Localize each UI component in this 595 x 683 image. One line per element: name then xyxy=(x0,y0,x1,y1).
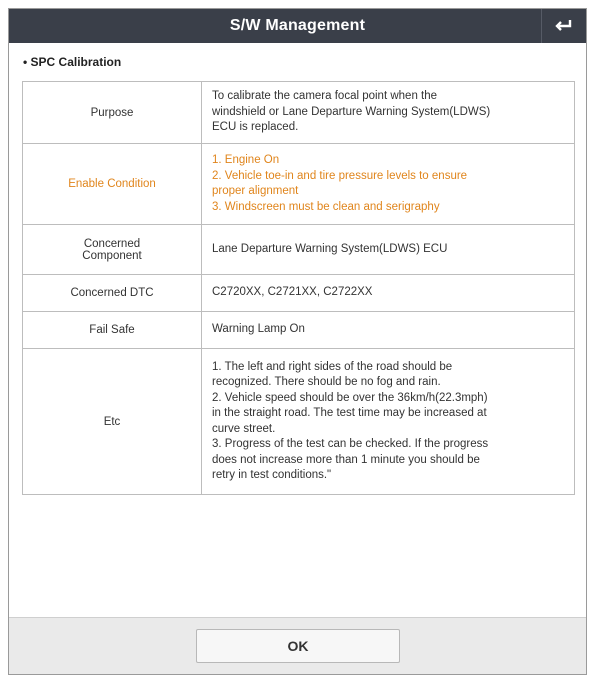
table-row-fail-safe xyxy=(23,312,575,349)
row-value xyxy=(202,144,575,225)
row-label-line: Component xyxy=(82,249,142,262)
dialog-title: S/W Management xyxy=(229,17,366,34)
row-label: Etc xyxy=(23,349,202,495)
row-label-line: Concerned xyxy=(83,237,141,250)
row-value-line: Lane Departure Warning System(LDWS) ECU xyxy=(212,242,448,255)
row-label: Enable Condition xyxy=(23,144,202,225)
back-button[interactable] xyxy=(541,9,586,43)
row-value-line: Warning Lamp On xyxy=(212,323,305,336)
table-row-concerned-component xyxy=(23,225,575,275)
dialog-footer xyxy=(9,617,586,674)
row-value-line: 2. Vehicle toe-in and tire pressure levels to ensure xyxy=(212,169,468,182)
row-value-line: 1. The left and right sides of the road should be xyxy=(212,360,453,373)
row-label: Fail Safe xyxy=(23,312,202,349)
row-value xyxy=(202,312,575,349)
row-value-line: 1. Engine On xyxy=(212,154,280,166)
row-value-line: 3. Windscreen must be clean and serigraphy xyxy=(212,200,440,213)
row-value xyxy=(202,225,575,275)
table-row-enable-condition xyxy=(23,144,575,225)
row-value-line: To calibrate the camera focal point when the xyxy=(212,90,438,103)
table-row-purpose xyxy=(23,82,575,144)
return-arrow-icon xyxy=(554,18,574,34)
row-value xyxy=(202,82,575,144)
sw-management-dialog xyxy=(8,8,587,675)
row-label: Concerned DTC xyxy=(23,275,202,312)
row-value-line: recognized. There should be no fog and rain. xyxy=(212,376,441,388)
row-value-line: curve street. xyxy=(212,422,276,435)
table-row-etc xyxy=(23,349,575,495)
row-value-line: windshield or Lane Departure Warning System(LDWS) xyxy=(212,105,491,118)
row-value-line: 3. Progress of the test can be checked. If the progress xyxy=(212,438,489,450)
table-row-concerned-dtc xyxy=(23,275,575,312)
title-bar xyxy=(9,9,586,43)
ok-button[interactable]: OK xyxy=(196,629,400,663)
row-value-line: proper alignment xyxy=(212,185,299,197)
row-value-line: C2720XX, C2721XX, C2722XX xyxy=(212,286,373,299)
row-value-line: does not increase more than 1 minute you should be xyxy=(212,453,480,466)
row-label: Purpose xyxy=(23,82,202,144)
row-value xyxy=(202,349,575,495)
row-value-line: retry in test conditions." xyxy=(212,469,332,481)
row-label xyxy=(23,225,202,275)
row-value-line: in the straight road. The test time may be increased at xyxy=(212,407,487,419)
calibration-info-table xyxy=(22,81,575,495)
row-value-line: ECU is replaced. xyxy=(212,121,299,134)
section-label: • SPC Calibration xyxy=(23,55,122,69)
row-value-line: 2. Vehicle speed should be over the 36km/h(22.3mph) xyxy=(212,391,488,404)
row-value xyxy=(202,275,575,312)
